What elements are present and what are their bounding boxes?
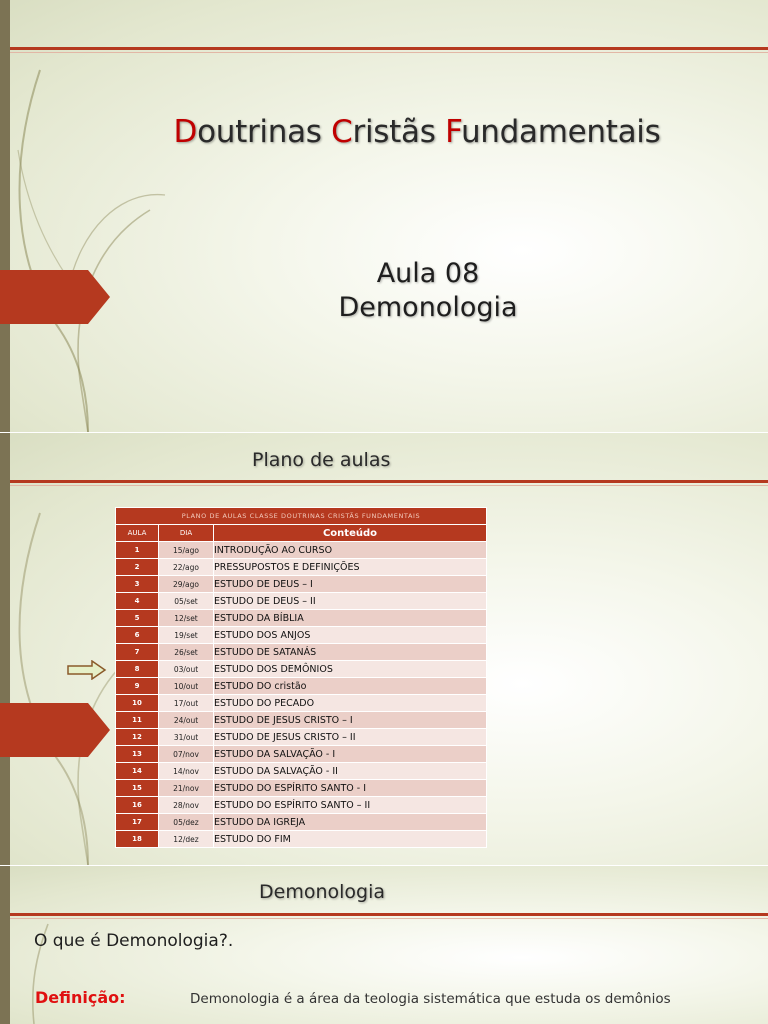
cell-aula: 6 <box>116 627 159 644</box>
table-row <box>116 559 487 576</box>
cell-conteudo: ESTUDO DE JESUS CRISTO – II <box>214 729 487 746</box>
table-header-row <box>116 525 487 542</box>
top-rule <box>10 480 768 483</box>
cell-conteudo: ESTUDO DO ESPÍRITO SANTO – II <box>214 797 487 814</box>
cell-dia: 05/set <box>159 593 214 610</box>
table-caption-row <box>116 508 487 525</box>
table-row <box>116 627 487 644</box>
cell-dia: 12/set <box>159 610 214 627</box>
title-word-2: ristãs <box>352 114 446 150</box>
cell-dia: 31/out <box>159 729 214 746</box>
title-word-3: undamentais <box>460 114 661 150</box>
cell-conteudo: INTRODUÇÃO AO CURSO <box>214 542 487 559</box>
column-header-dia: DIA <box>159 525 214 542</box>
question-text: O que é Demonologia?. <box>34 931 234 951</box>
arrow-right-icon <box>66 660 108 680</box>
cell-aula: 13 <box>116 746 159 763</box>
cell-conteudo: ESTUDO DA IGREJA <box>214 814 487 831</box>
cell-conteudo: PRESSUPOSTOS E DEFINIÇÕES <box>214 559 487 576</box>
top-rule <box>10 47 768 50</box>
table-row <box>116 797 487 814</box>
title-initial-d: D <box>173 114 198 150</box>
table-row <box>116 712 487 729</box>
cell-dia: 05/dez <box>159 814 214 831</box>
cell-aula: 17 <box>116 814 159 831</box>
cell-dia: 29/ago <box>159 576 214 593</box>
cell-dia: 21/nov <box>159 780 214 797</box>
swirl-decoration <box>0 0 200 432</box>
cell-conteudo: ESTUDO DA BÍBLIA <box>214 610 487 627</box>
cell-dia: 26/set <box>159 644 214 661</box>
cell-aula: 14 <box>116 763 159 780</box>
title-initial-f: F <box>445 114 461 150</box>
cell-aula: 3 <box>116 576 159 593</box>
cell-dia: 28/nov <box>159 797 214 814</box>
cell-dia: 14/nov <box>159 763 214 780</box>
cell-dia: 12/dez <box>159 831 214 848</box>
cell-aula: 18 <box>116 831 159 848</box>
cell-conteudo: ESTUDO DOS ANJOS <box>214 627 487 644</box>
cell-conteudo: ESTUDO DO PECADO <box>214 695 487 712</box>
lesson-plan-table <box>115 507 487 848</box>
lesson-number: Aula 08 <box>376 258 480 289</box>
cell-conteudo: ESTUDO DA SALVAÇÃO - I <box>214 746 487 763</box>
cell-dia: 19/set <box>159 627 214 644</box>
slide-title <box>0 0 768 432</box>
table-row <box>116 780 487 797</box>
cell-aula: 1 <box>116 542 159 559</box>
left-strip <box>0 433 10 865</box>
cell-aula: 7 <box>116 644 159 661</box>
left-strip <box>0 0 10 432</box>
cell-conteudo: ESTUDO DA SALVAÇÃO - II <box>214 763 487 780</box>
left-strip <box>0 866 10 1024</box>
top-rule-thin <box>10 485 768 486</box>
cell-dia: 07/nov <box>159 746 214 763</box>
cell-dia: 15/ago <box>159 542 214 559</box>
cell-aula: 15 <box>116 780 159 797</box>
cell-aula: 16 <box>116 797 159 814</box>
cell-aula: 2 <box>116 559 159 576</box>
section-tab <box>0 703 110 757</box>
section-heading: Demonologia <box>259 881 386 903</box>
definition-text: Demonologia é a área da teologia sistemática que estuda os demônios <box>190 991 671 1007</box>
cell-conteudo: ESTUDO DE DEUS – II <box>214 593 487 610</box>
table-row <box>116 610 487 627</box>
cell-conteudo: ESTUDO DE JESUS CRISTO – I <box>214 712 487 729</box>
table-row <box>116 695 487 712</box>
cell-dia: 10/out <box>159 678 214 695</box>
cell-aula: 11 <box>116 712 159 729</box>
cell-dia: 03/out <box>159 661 214 678</box>
table-row <box>116 763 487 780</box>
slide-lesson-plan <box>0 433 768 865</box>
cell-aula: 9 <box>116 678 159 695</box>
column-header-conteudo: Conteúdo <box>214 525 487 542</box>
cell-conteudo: ESTUDO DO FIM <box>214 831 487 848</box>
cell-dia: 24/out <box>159 712 214 729</box>
table-body <box>116 542 487 848</box>
top-rule-thin <box>10 918 768 919</box>
table-row <box>116 729 487 746</box>
table-row <box>116 576 487 593</box>
table-row <box>116 593 487 610</box>
cell-conteudo: ESTUDO DOS DEMÔNIOS <box>214 661 487 678</box>
cell-conteudo: ESTUDO DO cristão <box>214 678 487 695</box>
table-row <box>116 644 487 661</box>
cell-dia: 22/ago <box>159 559 214 576</box>
table-row <box>116 661 487 678</box>
cell-conteudo: ESTUDO DE DEUS – I <box>214 576 487 593</box>
top-rule-thin <box>10 52 768 53</box>
slide-definition <box>0 866 768 1024</box>
table-row <box>116 831 487 848</box>
title-word-1: outrinas <box>197 114 332 150</box>
definition-label: Definição: <box>35 988 126 1007</box>
section-heading: Plano de aulas <box>252 449 391 471</box>
cell-aula: 10 <box>116 695 159 712</box>
cell-aula: 8 <box>116 661 159 678</box>
cell-aula: 5 <box>116 610 159 627</box>
table-caption: PLANO DE AULAS CLASSE DOUTRINAS CRISTÃS FUNDAMENTAIS <box>116 508 487 525</box>
table-row <box>116 542 487 559</box>
cell-conteudo: ESTUDO DO ESPÍRITO SANTO - I <box>214 780 487 797</box>
table-row <box>116 814 487 831</box>
cell-aula: 12 <box>116 729 159 746</box>
top-rule <box>10 913 768 916</box>
table-row <box>116 746 487 763</box>
cell-dia: 17/out <box>159 695 214 712</box>
title-initial-c: C <box>331 114 353 150</box>
page-title <box>0 114 768 150</box>
table-row <box>116 678 487 695</box>
cell-aula: 4 <box>116 593 159 610</box>
lesson-topic: Demonologia <box>338 292 518 323</box>
cell-conteudo: ESTUDO DE SATANÁS <box>214 644 487 661</box>
column-header-aula: AULA <box>116 525 159 542</box>
